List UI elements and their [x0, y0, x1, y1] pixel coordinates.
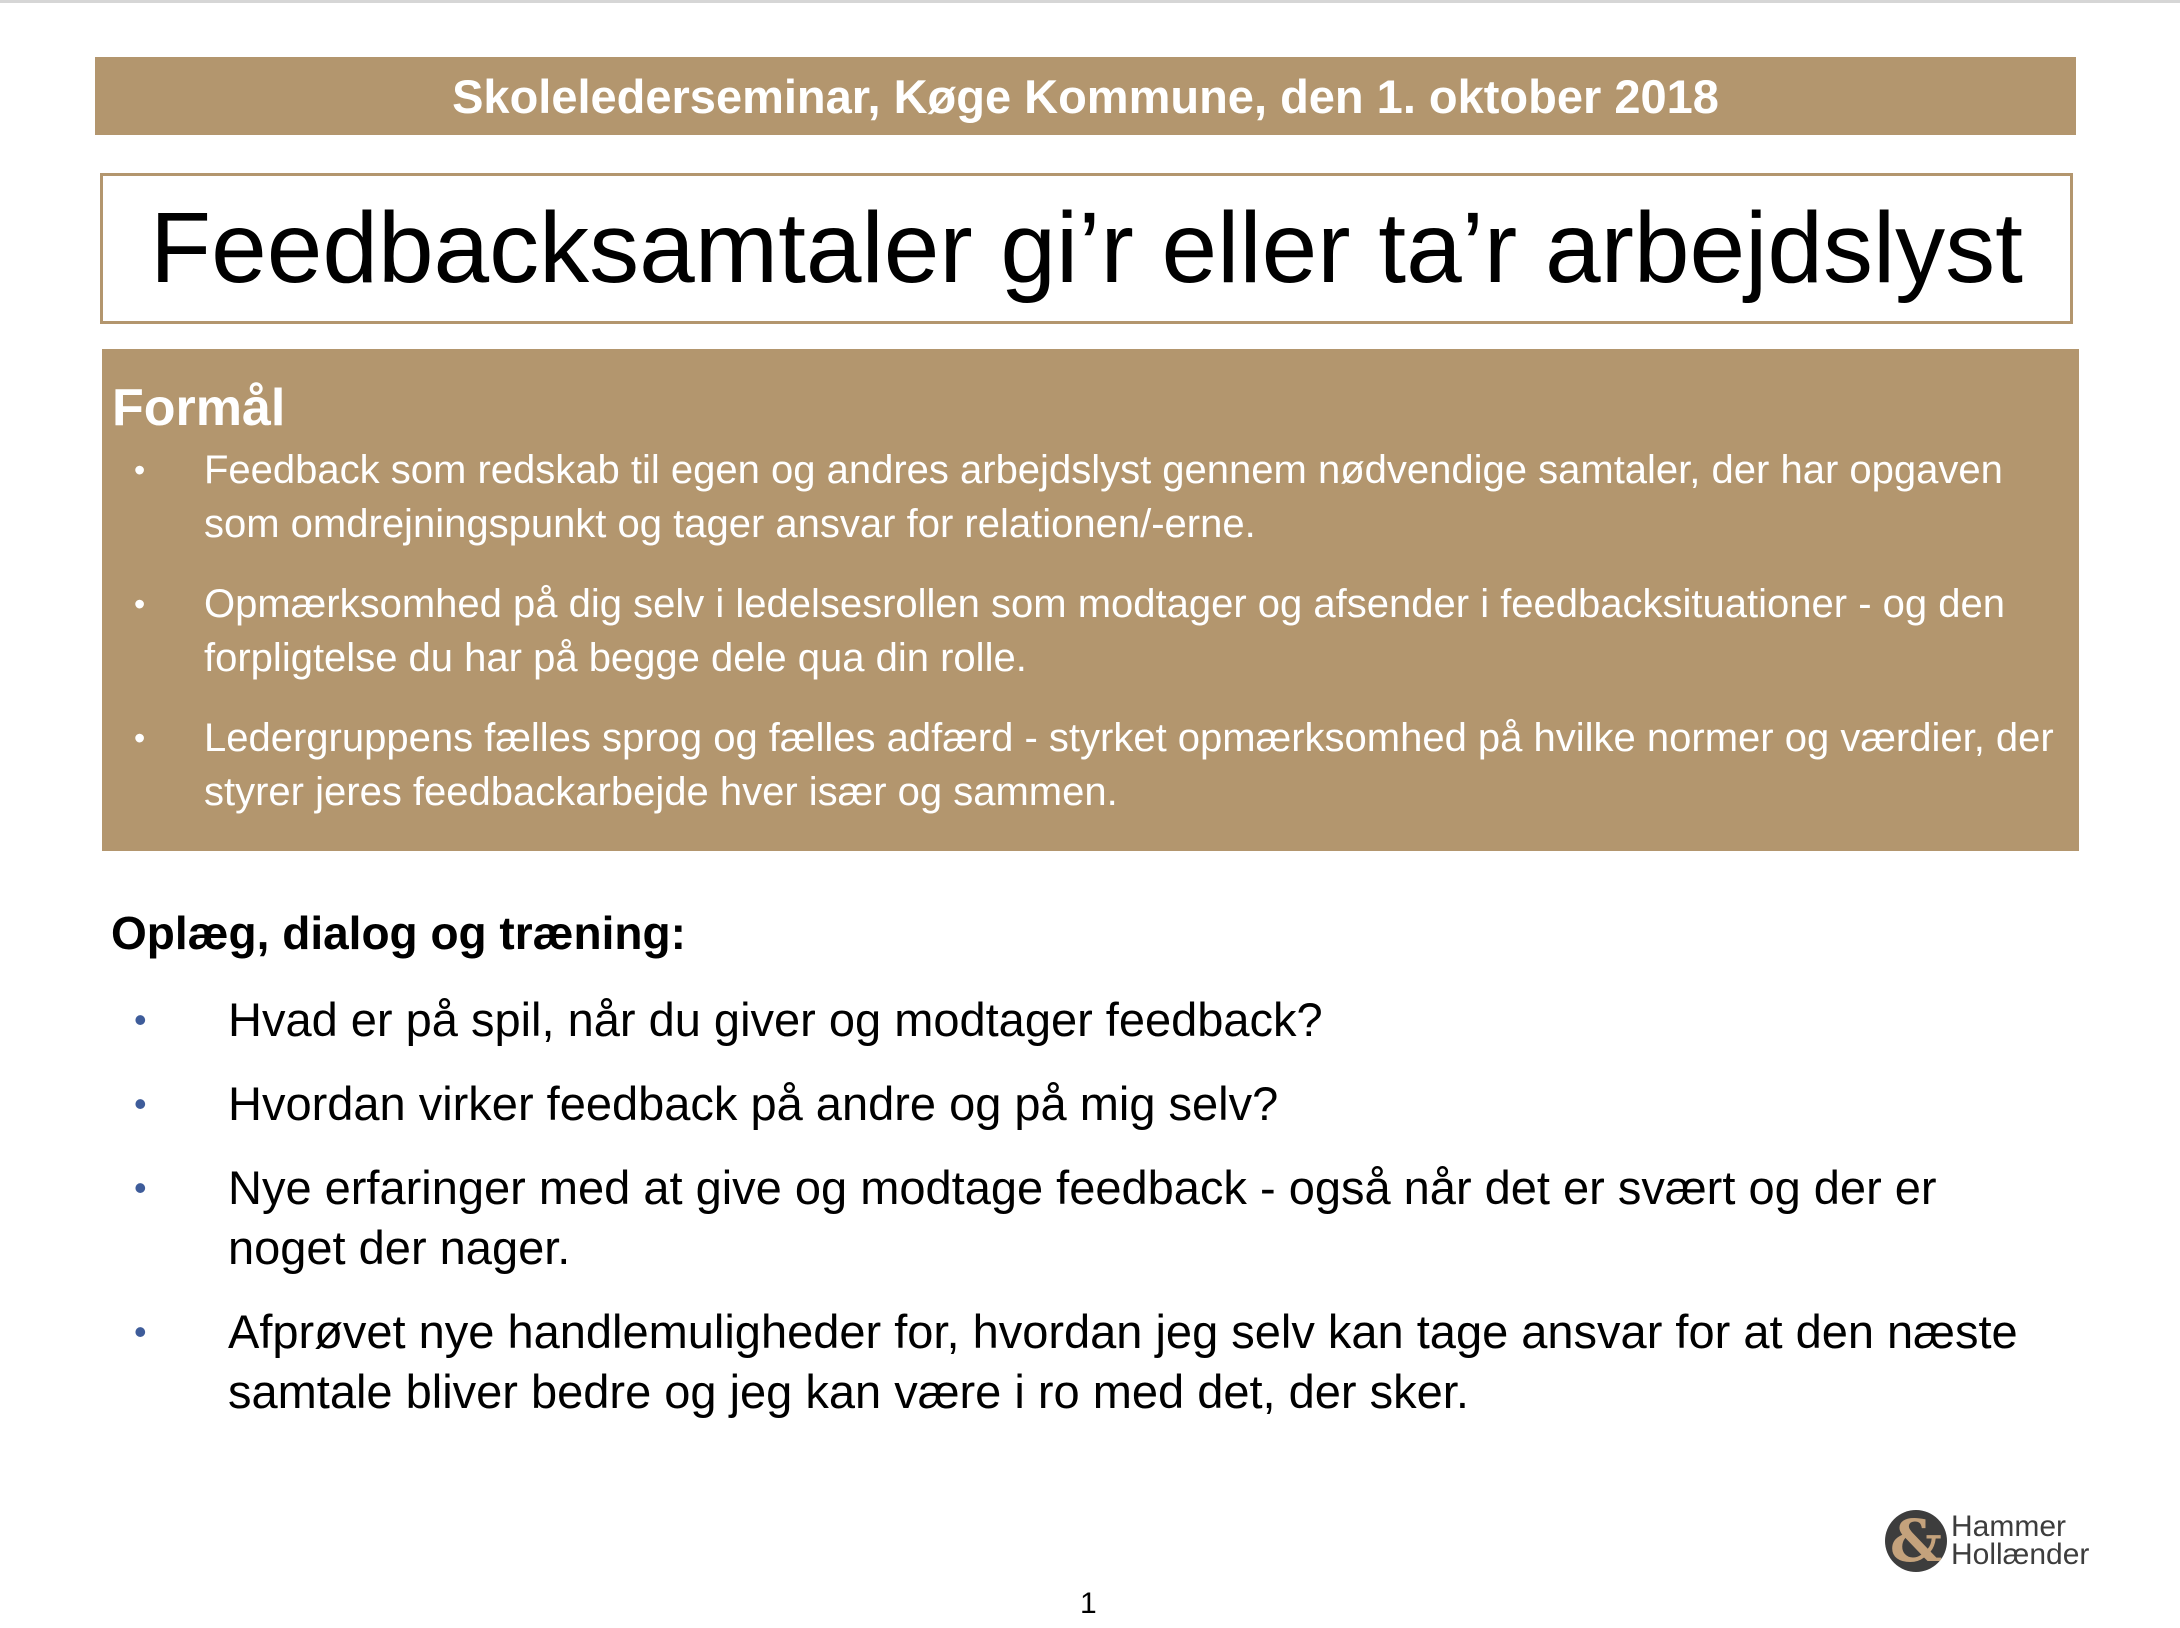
title-box	[100, 173, 2073, 324]
agenda-item-text: Hvordan virker feedback på andre og på mig selv?	[228, 1077, 1279, 1130]
bullet-icon: •	[134, 1083, 147, 1124]
purpose-section	[102, 349, 2079, 851]
logo-wordmark	[1951, 1510, 2090, 1571]
agenda-item	[128, 1302, 2058, 1422]
bullet-icon: •	[134, 1311, 147, 1352]
top-divider	[0, 0, 2180, 3]
logo-line-1: Hammer	[1951, 1510, 2067, 1543]
purpose-item	[112, 443, 2069, 551]
bullet-icon: •	[134, 586, 146, 622]
bullet-icon: •	[134, 452, 146, 488]
purpose-list	[112, 443, 2069, 819]
page-number: 1	[1080, 1587, 1097, 1620]
agenda-list	[128, 990, 2058, 1446]
agenda-item-text: Hvad er på spil, når du giver og modtager feedback?	[228, 993, 1323, 1046]
ampersand-logo-icon: &	[1885, 1510, 1947, 1572]
seminar-banner	[95, 57, 2076, 135]
agenda-item	[128, 1158, 2058, 1278]
agenda-item	[128, 1074, 2058, 1134]
page-title: Feedbacksamtaler gi’r eller ta’r arbejdslyst	[150, 192, 2023, 304]
purpose-item-text: Ledergruppens fælles sprog og fælles adfærd - styrket opmærksomhed på hvilke normer og værdier, der styrer jeres feedbackarbejde hver især og sammen.	[204, 716, 2054, 814]
agenda-item	[128, 990, 2058, 1050]
agenda-heading: Oplæg, dialog og træning:	[111, 907, 686, 959]
purpose-item	[112, 577, 2069, 685]
purpose-item	[112, 711, 2069, 819]
hammer-hollaender-logo	[1885, 1510, 2089, 1572]
purpose-item-text: Feedback som redskab til egen og andres arbejdslyst gennem nødvendige samtaler, der har opgaven som omdrejningspunkt og tager ansvar for relationen/-erne.	[204, 448, 2003, 546]
purpose-heading: Formål	[112, 379, 286, 437]
logo-line-2: Hollænder	[1951, 1538, 2090, 1571]
bullet-icon: •	[134, 999, 147, 1040]
agenda-item-text: Nye erfaringer med at give og modtage feedback - også når det er svært og der er noget der nager.	[228, 1161, 1937, 1274]
seminar-text: Skolelederseminar, Køge Kommune, den 1. oktober 2018	[452, 69, 1719, 123]
agenda-item-text: Afprøvet nye handlemuligheder for, hvordan jeg selv kan tage ansvar for at den næste samtale bliver bedre og jeg kan være i ro med det, der sker.	[228, 1305, 2018, 1418]
bullet-icon: •	[134, 720, 146, 756]
bullet-icon: •	[134, 1167, 147, 1208]
purpose-item-text: Opmærksomhed på dig selv i ledelsesrollen som modtager og afsender i feedbacksituationer - og den forpligtelse du har på begge dele qua din rolle.	[204, 582, 2005, 680]
